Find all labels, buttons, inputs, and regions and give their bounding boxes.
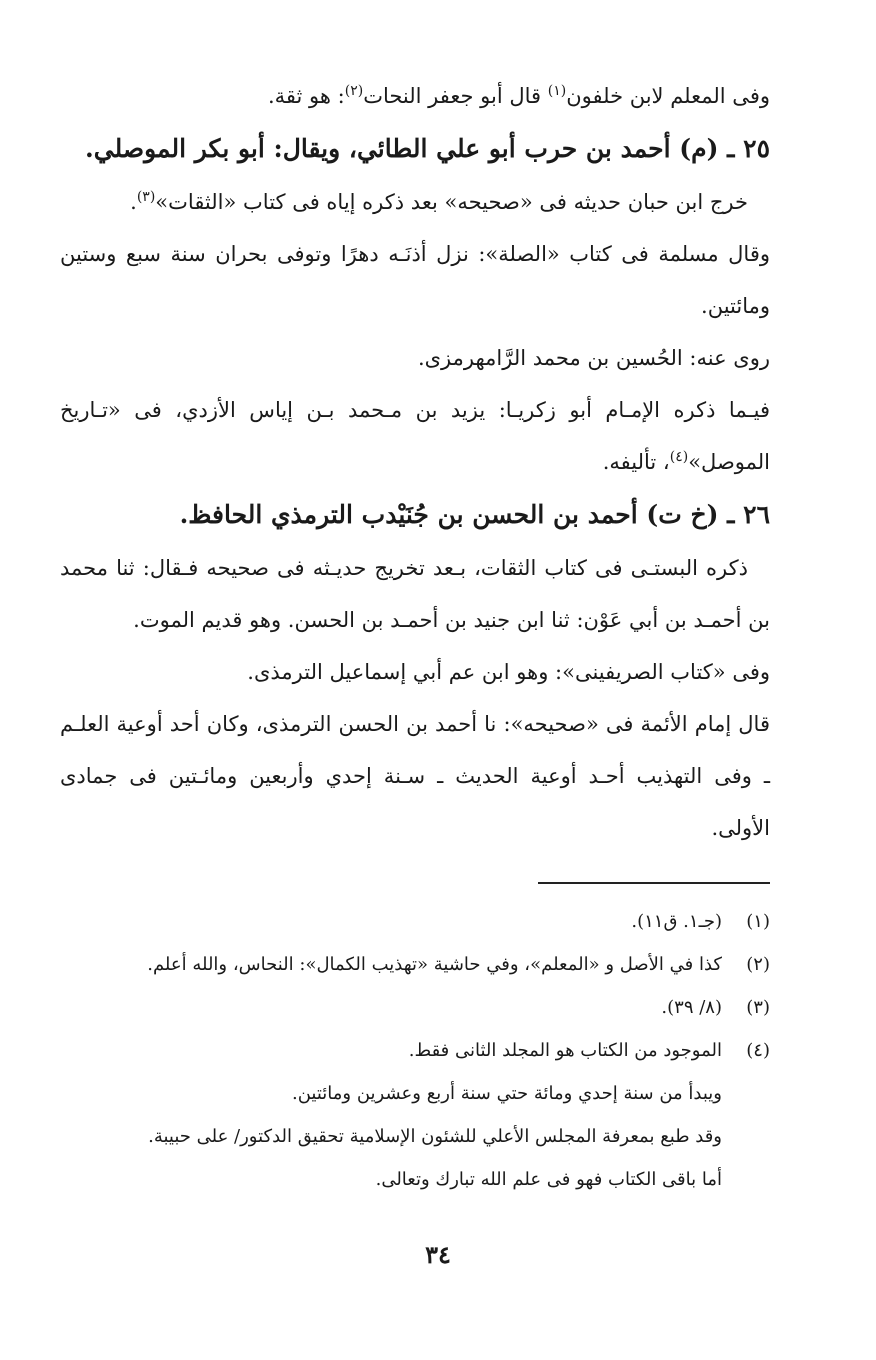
footnote-1 — [60, 900, 770, 943]
entry-25-p4-text: فيـما ذكره الإمـام أبو زكريـا: يزيد بن مـحمد بـن إياس الأزدي، فى «تـاريخ الموصل» — [60, 398, 770, 474]
footnote-2 — [60, 943, 770, 986]
entry-25-paragraph-1 — [60, 176, 770, 228]
intro-text-end: : هو ثقة. — [267, 84, 345, 108]
footnote-separator — [538, 882, 770, 884]
intro-line — [60, 70, 770, 122]
footnote-ref-2[interactable]: (٢) — [344, 83, 364, 99]
footnote-text: الموجود من الكتاب هو المجلد الثانى فقط. — [408, 1040, 722, 1061]
footnote-number: (٢) — [746, 954, 770, 975]
footnote-number: (٣) — [746, 997, 770, 1018]
footnote-4-continuation: ويبدأ من سنة إحدي ومائة حتي سنة أربع وعشرين ومائتين. — [292, 1083, 722, 1104]
footnote-number: (١) — [746, 911, 770, 932]
page-number: ٣٤ — [425, 1240, 451, 1269]
intro-text: وفى المعلم لابن خلفون — [566, 84, 770, 108]
entry-25-p1-end: . — [130, 190, 137, 214]
entry-26-heading: ٢٦ ـ (خ ت) أحمد بن الحسن بن جُنَيْدب الترمذي الحافظ. — [179, 500, 770, 529]
entry-26-paragraph-2: وفى «كتاب الصريفينى»: وهو ابن عم أبي إسماعيل الترمذى. — [247, 660, 770, 684]
intro-text-mid: قال أبو جعفر النحات — [363, 84, 548, 108]
entry-25-paragraph-2: وقال مسلمة فى كتاب «الصلة»: نزل أذنَـه دهرًا وتوفى بحران سنة سبع وستين ومائتين. — [60, 242, 770, 318]
entry-25-p1-text: خرج ابن حبان حديثه فى «صحيحه» بعد ذكره إياه فى كتاب «الثقات» — [155, 190, 748, 214]
footnote-text: (جـ١. ق١١). — [631, 911, 722, 932]
footnote-text: كذا في الأصل و «المعلم»، وفي حاشية «تهذيب الكمال»: النحاس، والله أعلم. — [147, 954, 722, 975]
page-body — [60, 70, 770, 1201]
footnote-ref-1[interactable]: (١) — [547, 83, 567, 99]
entry-26-paragraph-1: ذكره البستـى فى كتاب الثقات، بـعد تخريج حديـثه فى صحيحه فـقال: ثنا محمد بن أحمـد بن أبي عَوْن: ثنا ابن جنيد بن أحمـد بن الحسن. وهو قديم الموت. — [60, 556, 770, 632]
footnote-number: (٤) — [746, 1040, 770, 1061]
entry-25-p4-end: ، تأليفه. — [602, 450, 670, 474]
footnote-4 — [60, 1029, 770, 1072]
entry-25-heading: ٢٥ ـ (م) أحمد بن حرب أبو علي الطائي، ويقال: أبو بكر الموصلي. — [85, 134, 770, 163]
entry-25-paragraph-3: روى عنه: الحُسين بن محمد الرَّامهرمزى. — [417, 346, 770, 370]
footnote-ref-3[interactable]: (٣) — [136, 189, 156, 205]
entry-26-paragraph-3: قال إمام الأئمة فى «صحيحه»: نا أحمد بن الحسن الترمذى، وكان أحد أوعية العلـم ـ وفى التهذيب أحـد أوعية الحديث ـ سـنة إحدي وأربعين ومائـتين فى جمادى الأولى. — [60, 712, 770, 840]
footnote-4-continuation: أما باقى الكتاب فهو فى علم الله تبارك وتعالى. — [375, 1169, 722, 1190]
footnote-4-continuation: وقد طبع بمعرفة المجلس الأعلي للشئون الإسلامية تحقيق الدكتور/ على حبيبة. — [148, 1126, 722, 1147]
entry-25-paragraph-4 — [60, 384, 770, 488]
footnote-text: (٨/ ٣٩). — [661, 997, 722, 1018]
footnote-3 — [60, 986, 770, 1029]
footnote-ref-4[interactable]: (٤) — [669, 449, 689, 465]
footnotes — [60, 900, 770, 1201]
